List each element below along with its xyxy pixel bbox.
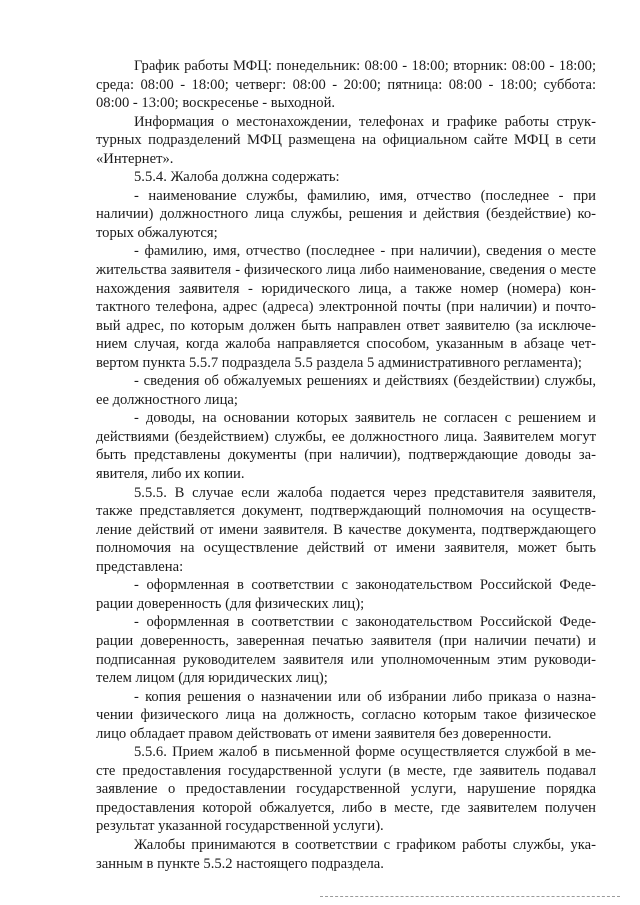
document-body (96, 57, 596, 873)
paragraph-bullet-appointment-copy: - копия решения о назначении или об избрании либо приказа о назначении физического лица на должность, согласно которым такое физическое лицо обладает правом действовать от имени заявителя без доверенности. (96, 688, 596, 742)
paragraph-mfc-schedule: График работы МФЦ: понедельник: 08:00 - 18:00; вторник: 08:00 - 18:00; среда: 08:00 - 18:00; четверг: 08:00 - 20:00; пятница: 08:00 - 18:00; суббота: 08:00 - 13:00; воскресенье - выходной. (96, 58, 596, 112)
paragraph-bullet-decisions: - сведения об обжалуемых решениях и действиях (бездействии) службы, ее должностного лица; (96, 373, 596, 408)
paragraph-bullet-legal-proxy: - оформленная в соответствии с законодательством Российской Федерации доверенность, заверенная печатью заявителя (при наличии печати) и подписанная руководителем заявителя или уполномоченным этим руководителем лицом (для юридических лиц); (96, 614, 596, 687)
paragraph-bullet-arguments: - доводы, на основании которых заявитель не согласен с решением и действиями (бездействием) службы, ее должностного лица. Заявителем могут быть представлены документы (при наличии), подтверждающие доводы заявителя, либо их копии. (96, 410, 596, 483)
paragraph-5-5-4-heading: 5.5.4. Жалоба должна содержать: (134, 169, 340, 186)
bottom-scan-line (320, 896, 620, 897)
paragraph-bullet-individual-proxy: - оформленная в соответствии с законодательством Российской Федерации доверенность (для физических лиц); (96, 577, 596, 612)
paragraph-bullet-service-name: - наименование службы, фамилию, имя, отчество (последнее - при наличии) должностного лица службы, решения и действия (бездействие) которых обжалуются; (96, 187, 596, 241)
paragraph-5-5-6: 5.5.6. Прием жалоб в письменной форме осуществляется службой в месте предоставления государственной услуги (в месте, где заявитель подавал заявление о предоставлении государственной услуги, нарушение порядка предоставления которой обжалуется, либо в месте, где заявителем получен результат указанной государственной услуги). (96, 744, 596, 835)
paragraph-5-5-5: 5.5.5. В случае если жалоба подается через представителя заявителя, также представляется документ, подтверждающий полномочия на осуществление действий от имени заявителя. В качестве документа, подтверждающего полномочия на осуществление действий от имени заявителя, может быть представлена: (96, 484, 596, 575)
paragraph-complaints-accepted: Жалобы принимаются в соответствии с графиком работы службы, указанным в пункте 5.5.2 настоящего подраздела. (96, 836, 596, 872)
paragraph-bullet-applicant-details: - фамилию, имя, отчество (последнее - при наличии), сведения о месте жительства заявителя - физического лица либо наименование, сведения о месте нахождения заявителя - юридического лица, а также номер (номера) контактного телефона, адрес (адреса) электронной почты (при наличии) и почтовый адрес, по которым должен быть направлен ответ заявителю (за исключением случая, когда жалоба направляется способом, указанным в абзаце четвертом пункта 5.5.7 подраздела 5.5 раздела 5 административного регламента); (96, 243, 596, 371)
paragraph-mfc-info: Информация о местонахождении, телефонах и графике работы структурных подразделений МФЦ размещена на официальном сайте МФЦ в сети «Интернет». (96, 113, 596, 167)
